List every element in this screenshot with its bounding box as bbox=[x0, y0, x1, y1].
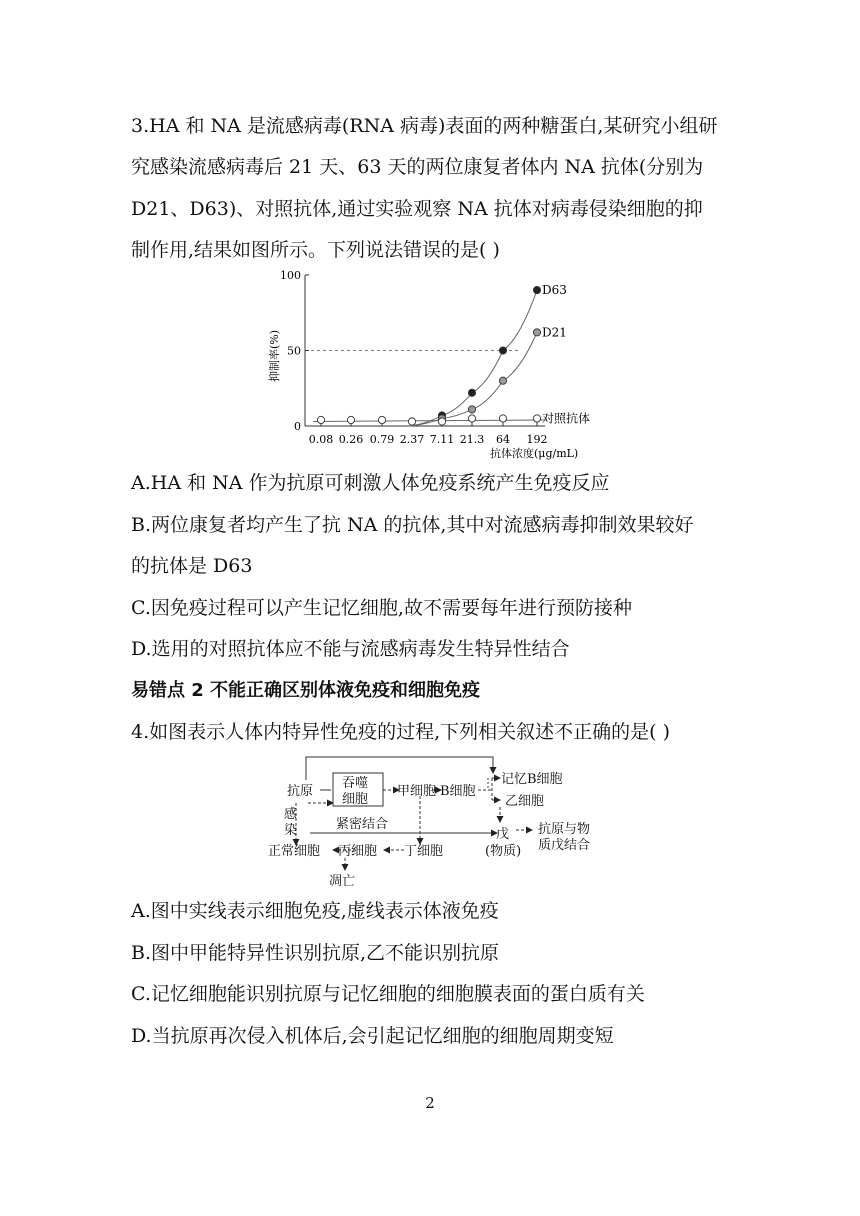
diagram-death: 凋亡 bbox=[329, 874, 356, 889]
data-point bbox=[468, 406, 475, 413]
diagram-result-2: 质戊结合 bbox=[538, 838, 591, 853]
data-point bbox=[347, 416, 354, 423]
diagram-infect-1: 感 bbox=[284, 807, 298, 822]
x-tick-label: 21.3 bbox=[459, 433, 485, 446]
q4-stem: 4.如图表示人体内特异性免疫的过程,下列相关叙述不正确的是( ) bbox=[131, 721, 671, 743]
x-tick-label: 7.11 bbox=[429, 433, 455, 446]
q4-option-b: B.图中甲能特异性识别抗原,乙不能识别抗原 bbox=[131, 942, 500, 964]
y-tick-label: 100 bbox=[280, 269, 301, 282]
q4-option-a: A.图中实线表示细胞免疫,虚线表示体液免疫 bbox=[131, 900, 499, 922]
immune-process-diagram bbox=[262, 748, 612, 892]
data-point bbox=[499, 347, 506, 354]
data-point bbox=[468, 389, 475, 396]
y-tick-label: 0 bbox=[294, 420, 301, 433]
diagram-cell-b: B细胞 bbox=[440, 784, 476, 799]
diagram-result-1: 抗原与物 bbox=[538, 822, 591, 837]
data-point bbox=[533, 287, 540, 294]
data-point bbox=[468, 415, 475, 422]
section-title: 易错点 2 不能正确区别体液免疫和细胞免疫 bbox=[131, 680, 481, 701]
x-tick-label: 0.26 bbox=[338, 433, 364, 446]
series-label: D21 bbox=[542, 325, 567, 340]
diagram-normal-cell: 正常细胞 bbox=[268, 844, 321, 859]
diagram-cell-jia: 甲细胞 bbox=[397, 784, 437, 799]
diagram-antigen: 抗原 bbox=[287, 784, 314, 799]
q3-option-c: C.因免疫过程可以产生记忆细胞,故不需要每年进行预防接种 bbox=[131, 597, 632, 619]
x-tick-label: 64 bbox=[496, 433, 510, 446]
y-axis-label: 抑制率(%) bbox=[268, 329, 281, 382]
data-point bbox=[533, 329, 540, 336]
series-label: D63 bbox=[542, 283, 567, 298]
diagram-cell-ding: 丁细胞 bbox=[404, 844, 444, 859]
q4-option-c: C.记忆细胞能识别抗原与记忆细胞的细胞膜表面的蛋白质有关 bbox=[131, 983, 645, 1005]
diagram-cell-bing: 丙细胞 bbox=[338, 844, 378, 859]
y-tick-label: 50 bbox=[287, 344, 301, 358]
q3-option-b-cont: 的抗体是 D63 bbox=[131, 555, 253, 577]
diagram-wu: 戊 bbox=[496, 827, 510, 842]
data-point bbox=[533, 415, 540, 422]
data-point bbox=[499, 415, 506, 422]
series-line-0 bbox=[410, 290, 537, 426]
q3-stem-line-1: 3.HA 和 NA 是流感病毒(RNA 病毒)表面的两种糖蛋白,某研究小组研 bbox=[131, 115, 718, 137]
page-number: 2 bbox=[425, 1094, 435, 1112]
q3-stem-line-4: 制作用,结果如图所示。下列说法错误的是( ) bbox=[131, 239, 500, 261]
x-tick-label: 0.79 bbox=[369, 433, 395, 446]
data-point bbox=[438, 418, 445, 425]
q4-option-d: D.当抗原再次侵入机体后,会引起记忆细胞的细胞周期变短 bbox=[131, 1025, 614, 1047]
q3-stem-line-2: 究感染流感病毒后 21 天、63 天的两位康复者体内 NA 抗体(分别为 bbox=[131, 156, 704, 178]
x-tick-label: 192 bbox=[526, 433, 548, 446]
diagram-cell-yi: 乙细胞 bbox=[505, 794, 545, 809]
x-axis-label: 抗体浓度(μg/mL) bbox=[490, 447, 579, 460]
x-tick-label: 0.08 bbox=[308, 433, 334, 446]
q3-option-b: B.两位康复者均产生了抗 NA 的抗体,其中对流感病毒抑制效果较好 bbox=[131, 514, 694, 536]
q3-option-a: A.HA 和 NA 作为抗原可刺激人体免疫系统产生免疫反应 bbox=[131, 472, 610, 494]
x-tick-label: 2.37 bbox=[399, 433, 425, 446]
data-point bbox=[378, 416, 385, 423]
data-point bbox=[499, 377, 506, 384]
data-point bbox=[317, 416, 324, 423]
data-point bbox=[408, 418, 415, 425]
diagram-phagocyte-1: 吞噬 bbox=[342, 776, 369, 791]
q3-option-d: D.选用的对照抗体应不能与流感病毒发生特异性结合 bbox=[131, 638, 570, 660]
diagram-bind: 紧密结合 bbox=[336, 817, 389, 832]
diagram-phagocyte-2: 细胞 bbox=[342, 792, 369, 807]
diagram-memory-b: 记忆B细胞 bbox=[501, 772, 563, 787]
q3-stem-line-3: D21、D63)、对照抗体,通过实验观察 NA 抗体对病毒侵染细胞的抑 bbox=[131, 198, 703, 220]
inhibition-rate-chart bbox=[262, 266, 612, 466]
diagram-infect-2: 染 bbox=[284, 823, 298, 838]
diagram-wu-note: (物质) bbox=[485, 844, 522, 859]
series-label: 对照抗体 bbox=[542, 411, 591, 426]
